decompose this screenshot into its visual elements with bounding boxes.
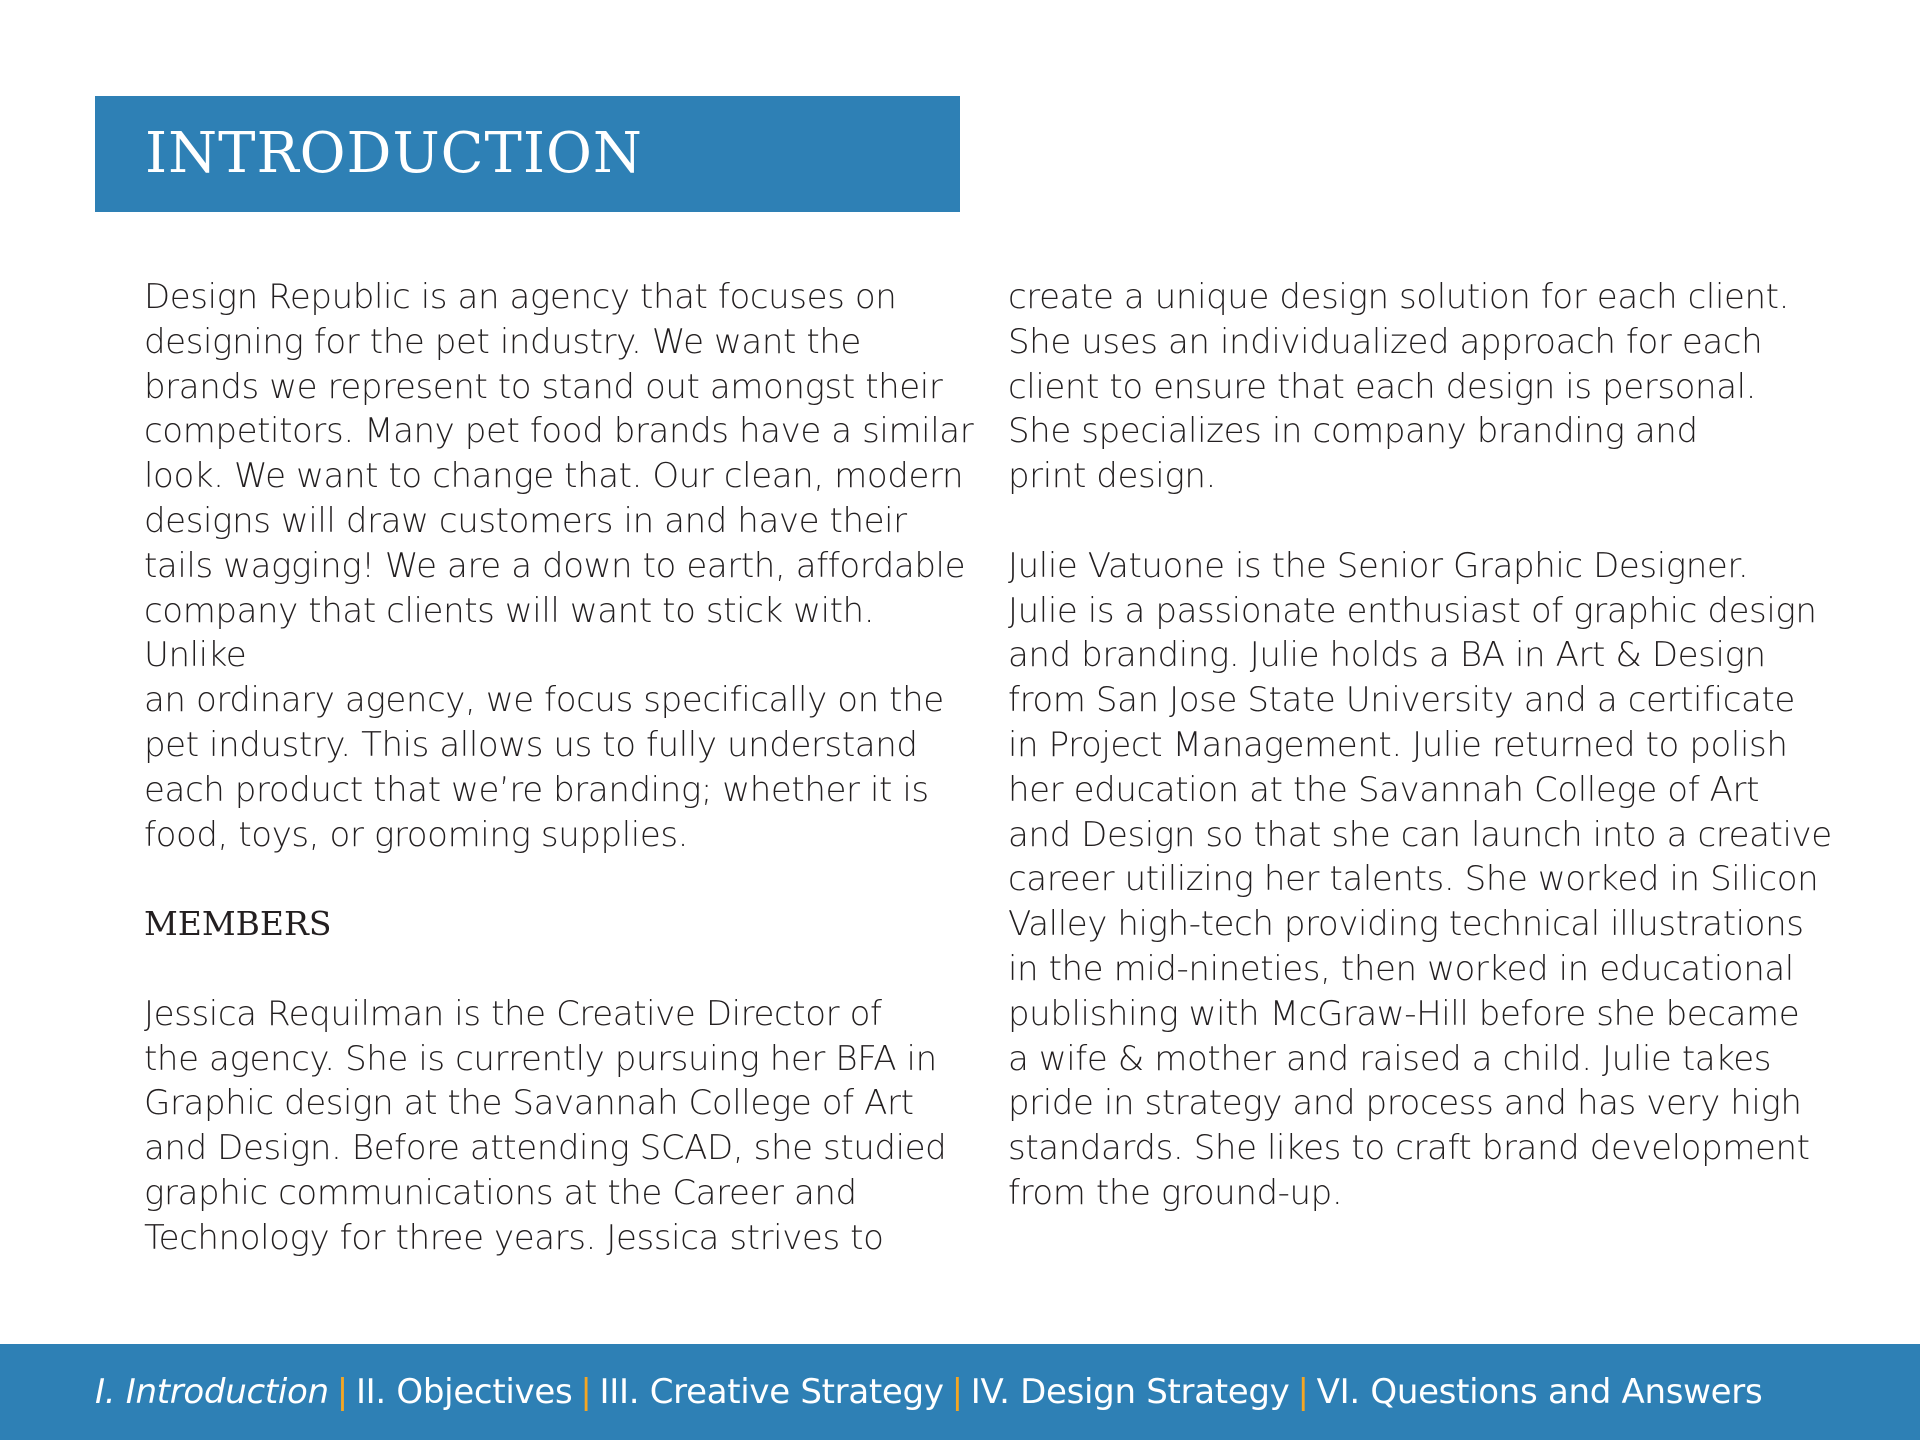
nav-separator: | [336, 1372, 348, 1412]
right-column [1008, 275, 1878, 1216]
julie-paragraph: Julie Vatuone is the Senior Graphic Designer. Julie is a passionate enthusiast of graphic design and branding. Julie holds a BA in Art & Design from San Jose State University and a certificate in Project Management. Julie returned to polish her education at the Savannah College of Art and Design so that she can launch into a creative career utilizing her talents. She worked in Silicon Valley high-tech providing technical illustrations in the mid-nineties, then worked in educational publishing with McGraw-Hill before she became a wife & mother and raised a child. Julie takes pride in strategy and process and has very high standards. She likes to craft brand development from the ground-up. [1008, 545, 1832, 1213]
title-banner [95, 96, 960, 212]
section-navigation [95, 1370, 1762, 1414]
nav-item-creative-strategy[interactable]: III. Creative Strategy [599, 1372, 944, 1412]
nav-separator: | [1297, 1372, 1309, 1412]
page-title: INTRODUCTION [145, 121, 643, 186]
nav-item-introduction[interactable]: I. Introduction [95, 1372, 329, 1412]
left-column [144, 275, 974, 1261]
jessica-paragraph-continued: create a unique design solution for each client. She uses an individualized approach for each client to ensure that each design is personal. She specializes in company branding and print design. [1008, 277, 1789, 497]
nav-item-design-strategy[interactable]: IV. Design Strategy [970, 1372, 1290, 1412]
nav-separator: | [951, 1372, 963, 1412]
intro-paragraph: Design Republic is an agency that focuses on designing for the pet industry. We want the brands we represent to stand out amongst their competitors. Many pet food brands have a similar look. We want to change that. Our clean, modern designs will draw customers in and have their tails wagging! We are a down to earth, affordable company that clients will want to stick with. Unlike an ordinary agency, we focus specifically on the pet industry. This allows us to fully understand each product that we’re branding; whether it is food, toys, or grooming supplies. [144, 277, 974, 855]
nav-item-objectives[interactable]: II. Objectives [355, 1372, 573, 1412]
members-heading: MEMBERS [144, 904, 332, 944]
paragraph-spacer [144, 857, 974, 902]
footer-nav-bar [0, 1344, 1920, 1440]
paragraph-spacer [144, 947, 974, 992]
paragraph-spacer [1008, 499, 1878, 544]
nav-separator: | [580, 1372, 592, 1412]
jessica-paragraph: Jessica Requilman is the Creative Director of the agency. She is currently pursuing her BFA in Graphic design at the Savannah College of Art and Design. Before attending SCAD, she studied graphic communications at the Career and Technology for three years. Jessica strives to [144, 993, 947, 1258]
nav-item-questions-and-answers[interactable]: VI. Questions and Answers [1316, 1372, 1763, 1412]
